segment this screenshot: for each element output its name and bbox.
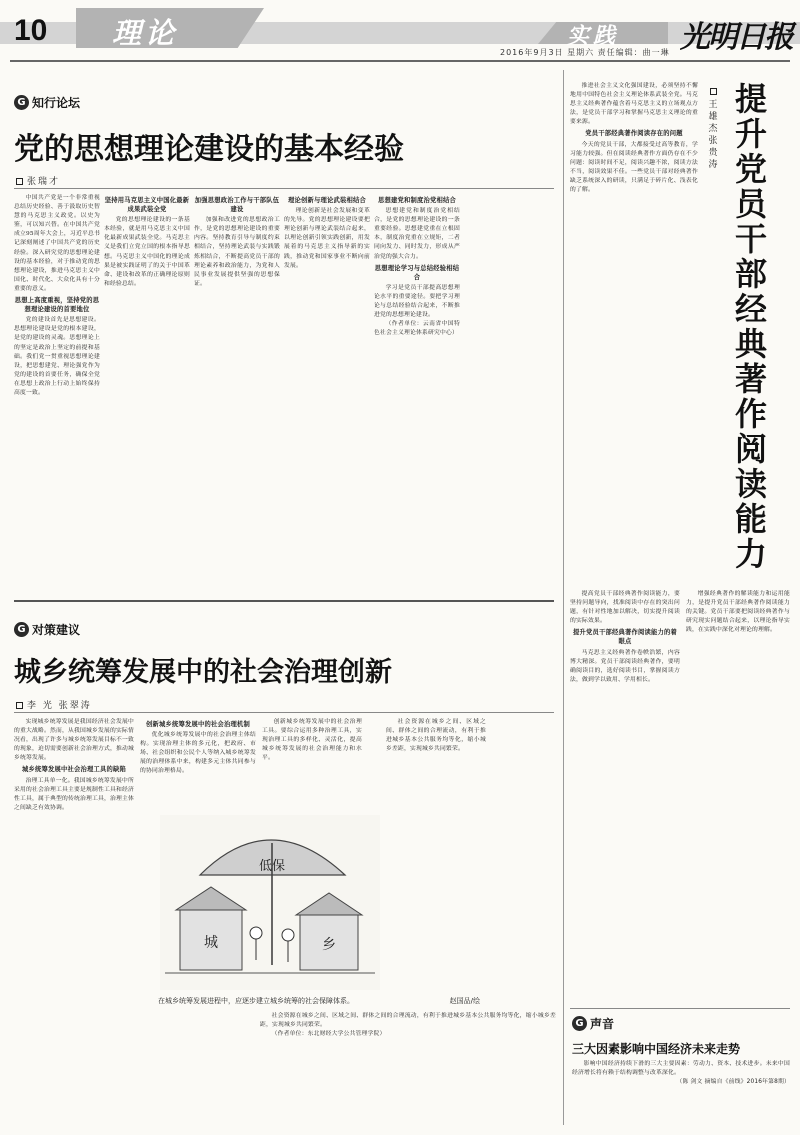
column-label-text: 声音	[590, 1017, 615, 1031]
figure-head	[250, 927, 262, 939]
article3-column-1	[570, 82, 698, 584]
article1-column-4	[284, 194, 370, 579]
article1-author-note: （作者单位：云南省中国特色社会主义理论体系研究中心）	[374, 321, 460, 337]
article3-byline	[706, 88, 720, 171]
article2-author-note: （作者单位：东北财经大学公共管理学院）	[271, 1031, 386, 1038]
article1-col5-text-b: 学习是党员干部提高思想理论水平的重要途径。要把学习理论与总结经验结合起来，不断推进党的思想理论建设。	[374, 284, 460, 319]
article2-col1-text: 实现城乡统筹发展是我国经济社会发展中的重大战略。然而，从我国城乡发展的实际情况看，出现了许多与城乡统筹发展目标不一致的现象，迫切需要创新社会治理方式，推动城乡统筹发展。	[14, 719, 134, 762]
masthead-rule	[10, 60, 790, 62]
article1-col1-text-b: 党的建设首先是思想建设。思想理论建设是党的根本建设，是党的建设的灵魂。思想理论上的坚定是政治上坚定的前提和基础。我们党一贯重视思想理论建设，把思想建党、理论强党作为党的建设的首要任务，确保全党在思想上政治上行动上始终保持高度一致。	[14, 317, 100, 396]
article2-column-4	[386, 718, 486, 993]
column-label-zhixing	[14, 94, 80, 111]
article1-col1-subheading: 思想上高度重视，坚持党的思想理论建设的首要地位	[14, 297, 100, 314]
article2-column-2	[140, 718, 256, 810]
article1-col3-subheading: 加强思想政治工作与干部队伍建设	[194, 197, 280, 214]
article1-col4-text: 理论创新是社会发展和变革的先导。党的思想理论建设要把理论创新与理论武装结合起来，以理论创新引领实践创新，用发展着的马克思主义指导新的实践，推动党和国家事业不断向前发展。	[284, 208, 370, 269]
article2-col1-subheading: 城乡统筹发展中社会治理工具的缺陷	[22, 766, 126, 774]
article2-col4-text: 社会资源在城乡之间、区域之间、群体之间的合理流动，有利于推进城乡基本公共服务均等化，缩小城乡差距，实现城乡共同繁荣。	[386, 719, 486, 753]
article3-col2-subheading: 提升党员干部经典著作阅读能力的着眼点	[573, 629, 677, 646]
article3-col2-text: 提高党员干部经典著作阅读能力，要坚持问题导向，找准阅读中存在的突出问题，有针对性地加以解决，切实提升阅读的实际效果。	[570, 591, 680, 625]
article3-authors: 王雄杰 张贵涛	[708, 100, 718, 170]
article2-title: 城乡统筹发展中的社会治理创新	[14, 657, 392, 688]
article1-column-3	[194, 194, 280, 579]
brief-body	[572, 1060, 790, 1128]
article3-column-3	[686, 590, 790, 990]
article1-rule	[14, 188, 554, 189]
article2-column-bottom	[260, 1012, 556, 1126]
article1-col2-text: 党的思想理论建设的一条基本经验，就是用马克思主义中国化最新成果武装全党。马克思主义是我们立党立国的根本指导思想。马克思主义中国化的理论成果是被实践证明了的关于中国革命、建设和改革的正确理论原则和经验总结。	[104, 217, 190, 287]
article3-title: 提升党员干部经典著作阅读能力	[734, 80, 767, 573]
figure-head	[282, 929, 294, 941]
article1-col5-subheading-2: 思想理论学习与总结经验相结合	[374, 264, 460, 281]
section-divider	[14, 600, 554, 602]
article2-col1-text-b: 治理工具单一化。我国城乡统筹发展中所采用的社会治理工具主要是规制性工具和经济性工具，属于典型的传统治理工具，治理主体之间缺乏有效协调。	[14, 777, 134, 811]
article3-column-2	[570, 590, 680, 990]
brief-title: 三大因素影响中国经济未来走势	[572, 1042, 741, 1056]
byline-box-icon	[16, 702, 23, 709]
article2-col3-text: 创新城乡统筹发展中的社会治理工具。要综合运用多种治理工具，实现治理工具的多样化、灵活化，提高城乡统筹发展的社会治理能力和水平。	[262, 719, 362, 762]
article3-col1-text: 推进社会主义文化强国建设，必须坚持不懈地用中国特色社会主义理论体系武装全党。马克思主义经典著作蕴含着马克思主义的立场观点方法，是党员干部学习和掌握马克思主义理论的重要来源。	[570, 83, 698, 126]
article2-col2-text: 优化城乡统筹发展中的社会治理主体结构。实现治理主体的多元化，把政府、市场、社会组织和公民个人等纳入城乡统筹发展的治理体系中来，构建多元主体共同参与的协同治理格局。	[140, 732, 256, 775]
article3-col1-text-b: 今天的党员干部，大都接受过高等教育，学习能力较强。但在阅读经典著作方面仍存在不少问题：阅读时间不足，阅读兴趣不浓，阅读方法不当，阅读效果不佳。一些党员干部对经典著作缺乏系统深入的研读，只满足于碎片化、浅表化的了解。	[570, 141, 698, 194]
masthead	[0, 0, 800, 64]
column-label-text: 对策建议	[32, 623, 81, 637]
article1-col4-subheading: 理论创新与理论武装相结合	[288, 197, 366, 204]
g-column-icon: G	[14, 95, 29, 110]
village-label: 乡	[322, 937, 336, 953]
article1-column-1	[14, 194, 100, 579]
date-editor-info: 2016年9月3日 星期六 责任编辑：曲一琳	[500, 48, 670, 57]
article2-rule	[14, 712, 554, 713]
article2-column-3	[262, 718, 362, 810]
article1-author: 张瑞才	[27, 177, 61, 187]
brief-body-text: 影响中国经济持续下滑的三大主要因素：劳动力、资本、技术进步。未来中国经济增长将有赖于结构调整与改革深化。	[572, 1061, 790, 1077]
byline-box-icon	[16, 178, 23, 185]
article1-title: 党的思想理论建设的基本经验	[14, 132, 404, 167]
article2-column-1	[14, 718, 134, 1126]
cartoon-credit: 赵国品/绘	[449, 997, 480, 1005]
section-left-title: 理论	[112, 16, 179, 50]
article1-col1-text: 中国共产党是一个非常重视总结历史经验、善于汲取历史智慧的马克思主义政党。以史为鉴，可以知兴替。在中国共产党成立95周年大会上，习近平总书记深刻阐述了中国共产党的历史经验。深入研究党的思想理论建设的基本经验，对于推动党的思想理论建设，推进马克思主义中国化、时代化、大众化具有十分重要的意义。	[14, 195, 100, 292]
cartoon-caption-text: 在城乡统筹发展进程中，应逐步建立城乡统筹的社会保障体系。	[158, 997, 354, 1005]
article1-col3-text: 加强和改进党的思想政治工作，是党的思想理论建设的重要内容。坚持教育引导与制度约束相结合，坚持理论武装与实践锻炼相结合，不断提高党员干部的理论素养和政治能力，为党和人民事业发展提供坚强的思想保证。	[194, 217, 280, 287]
article1-col5-text: 思想建党和制度治党相结合，是党的思想理论建设的一条重要经验。思想建党重在立根固本，制度治党重在立规矩，二者同向发力、同时发力，形成从严治党的强大合力。	[374, 208, 460, 260]
article3-col2-text-b: 马克思主义经典著作卷帙浩繁，内容博大精深。党员干部阅读经典著作，要明确阅读目的，选好阅读书目，掌握阅读方法，做到学以致用、学用相长。	[570, 649, 680, 683]
article1-column-5	[374, 194, 460, 579]
column-divider	[563, 70, 564, 1125]
city-label: 城	[204, 935, 218, 951]
cartoon-illustration	[160, 815, 380, 990]
column-label-text: 知行论坛	[32, 96, 81, 110]
article2-col4-cont: 社会资源在城乡之间、区域之间、群体之间的合理流动，有利于推进城乡基本公共服务均等化，缩小城乡差距，实现城乡共同繁荣。	[260, 1013, 556, 1029]
article1-column-2	[104, 194, 190, 579]
umbrella-label: 低保	[258, 859, 286, 874]
article1-col5-subheading: 思想建党和制度治党相结合	[378, 197, 456, 204]
g-column-icon: G	[572, 1016, 587, 1031]
article2-authors: 李 光 张翠涛	[27, 701, 92, 711]
cartoon-caption	[158, 996, 480, 1006]
section-right-title: 实践	[567, 24, 620, 49]
article1-byline	[16, 174, 60, 187]
article2-col2-subheading: 创新城乡统筹发展中的社会治理机制	[146, 721, 250, 728]
brief-rule	[570, 1008, 790, 1009]
byline-box-icon	[710, 88, 717, 95]
article3-col1-subheading: 党员干部经典著作阅读存在的问题	[585, 130, 683, 138]
article3-col3-text: 增强经典著作的解读能力和运用能力，是提升党员干部经典著作阅读能力的关键。党员干部要把阅读经典著作与研究现实问题结合起来，以理论指导实践，在实践中深化对理论的理解。	[686, 591, 790, 634]
article2-byline	[16, 698, 92, 711]
article1-col2-subheading: 坚持用马克思主义中国化最新成果武装全党	[104, 197, 190, 214]
newspaper-name: 光明日报	[680, 20, 792, 55]
column-label-shengyin	[572, 1015, 614, 1032]
brief-source: （陈 剑文 摘编自《前线》2016年第8期）	[676, 1079, 790, 1086]
column-label-duice	[14, 621, 80, 638]
g-column-icon: G	[14, 622, 29, 637]
page-number: 10	[14, 14, 48, 47]
